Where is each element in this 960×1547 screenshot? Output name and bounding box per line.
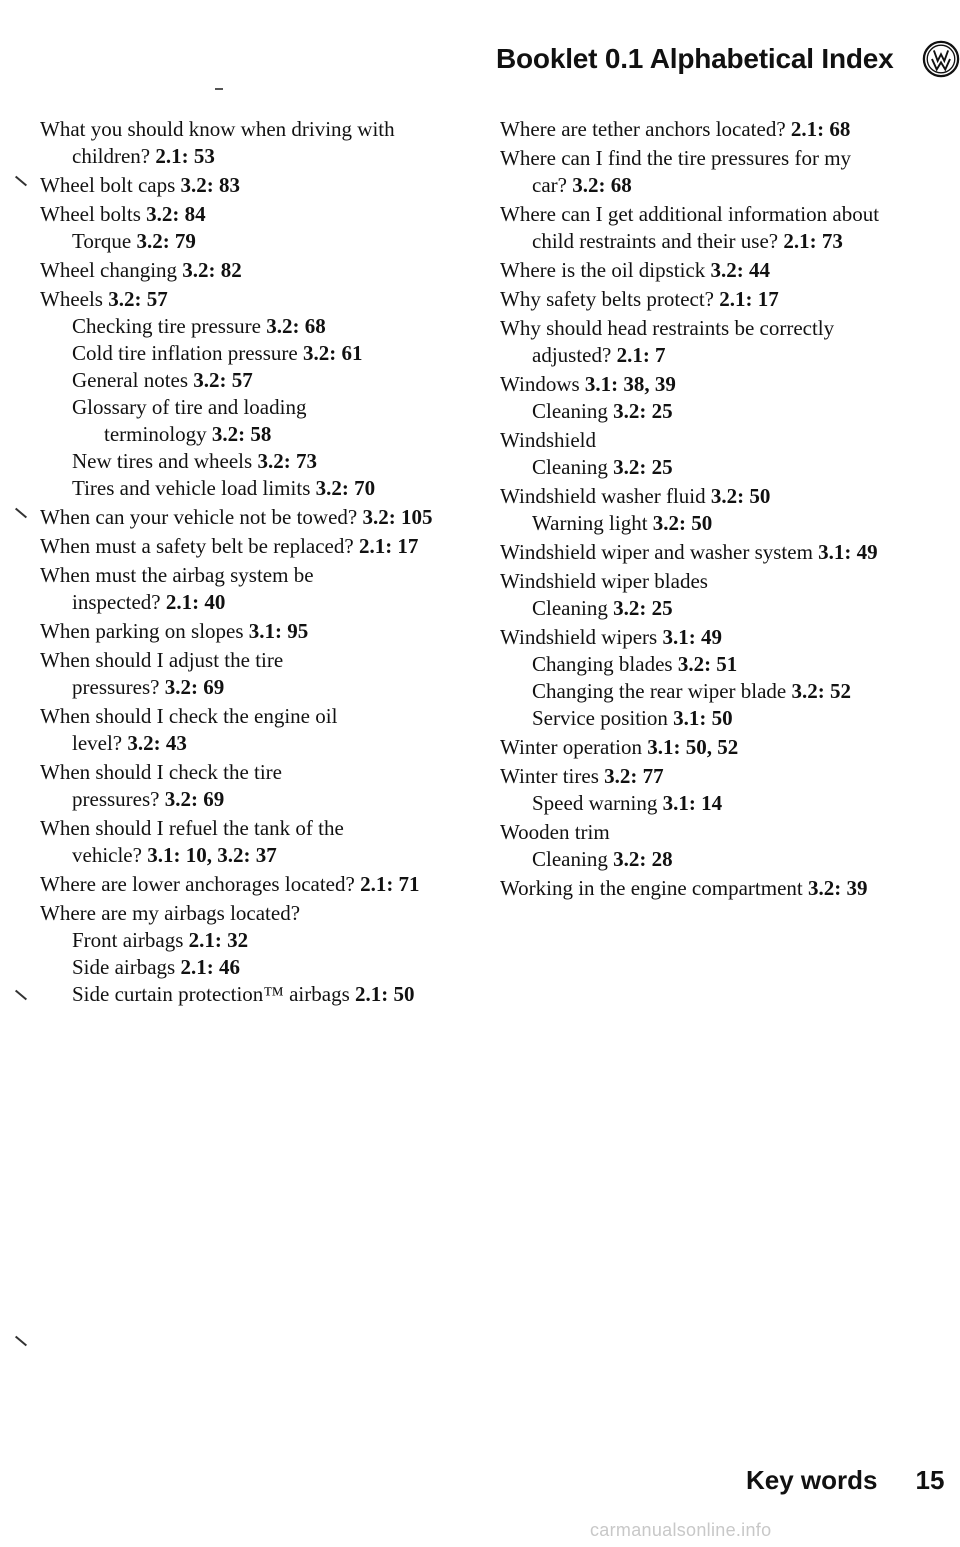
index-term <box>40 618 470 645</box>
page-reference: 3.1: 49 <box>818 540 878 564</box>
page-reference: 3.2: 68 <box>266 314 326 338</box>
margin-mark <box>15 1336 27 1347</box>
index-subterm <box>40 228 470 255</box>
index-term <box>40 647 470 674</box>
index-term-text: inspected? <box>72 590 161 614</box>
page-reference: 2.1: 68 <box>790 117 851 141</box>
index-term <box>500 819 940 846</box>
page-header <box>496 40 960 78</box>
index-term <box>40 257 470 284</box>
index-term <box>40 815 470 842</box>
index-term-text: Torque <box>72 229 132 253</box>
index-term <box>500 483 940 510</box>
index-entry <box>500 763 940 817</box>
index-term-text: When should I check the tire <box>40 760 282 784</box>
page-reference: 3.2: 83 <box>180 173 241 197</box>
index-term-text: Wheel bolts <box>40 202 141 226</box>
index-term <box>40 172 470 199</box>
index-entry <box>500 568 940 622</box>
page-reference: 3.2: 79 <box>136 229 196 253</box>
page-reference: 2.1: 71 <box>360 872 420 896</box>
index-term-text: When parking on slopes <box>40 619 244 643</box>
page-reference: 2.1: 50 <box>355 982 415 1006</box>
index-term-text: Glossary of tire and loading <box>72 395 307 419</box>
index-entry <box>500 539 940 566</box>
page-reference: 3.1: 50 <box>673 706 733 730</box>
index-term-text: When should I adjust the tire <box>40 648 284 672</box>
page-reference: 3.1: 38, 39 <box>584 372 676 396</box>
index-term <box>500 875 940 902</box>
page-reference: 3.2: 39 <box>807 876 868 900</box>
page-reference: 3.1: 49 <box>662 625 722 649</box>
page-reference: 2.1: 32 <box>188 928 249 952</box>
index-subterm <box>500 595 940 622</box>
page-reference: 3.2: 57 <box>108 287 168 311</box>
page-footer <box>746 1465 944 1496</box>
index-term <box>500 315 940 342</box>
index-entry <box>40 871 470 898</box>
index-term-text: Where is the oil dipstick <box>500 258 706 282</box>
page-reference: 3.2: 70 <box>315 476 376 500</box>
vw-logo-icon <box>922 40 960 78</box>
index-term-text: vehicle? <box>72 843 142 867</box>
index-term <box>40 562 470 589</box>
page-reference: 3.1: 10, 3.2: 37 <box>147 843 277 867</box>
index-term-text: child restraints and their use? <box>532 229 779 253</box>
index-subterm <box>500 846 940 873</box>
index-entry <box>500 875 940 902</box>
page-reference: 2.1: 17 <box>358 534 419 558</box>
index-entry <box>500 819 940 873</box>
index-term <box>40 201 470 228</box>
index-subterm <box>500 228 940 255</box>
page-reference: 3.2: 43 <box>127 731 187 755</box>
page-title: Booklet 0.1 Alphabetical Index <box>496 43 894 74</box>
page-reference: 3.2: 69 <box>164 675 225 699</box>
index-term-text: Warning light <box>532 511 648 535</box>
page-reference: 2.1: 73 <box>783 229 843 253</box>
index-entry <box>500 371 940 425</box>
index-term <box>500 257 940 284</box>
index-term-text: Cleaning <box>532 847 608 871</box>
index-term-text: Speed warning <box>532 791 658 815</box>
page-reference: 3.2: 44 <box>710 258 771 282</box>
index-entry <box>40 647 470 701</box>
index-term-text: Wheels <box>40 287 103 311</box>
index-term <box>40 533 470 560</box>
index-term <box>500 568 940 595</box>
index-term-text: Where can I find the tire pressures for my <box>500 146 852 170</box>
index-term <box>500 116 940 143</box>
index-subterm <box>40 143 470 170</box>
index-term <box>500 201 940 228</box>
index-term-text: When can your vehicle not be towed? <box>40 505 358 529</box>
page-reference: 2.1: 46 <box>180 955 240 979</box>
index-subterm <box>500 398 940 425</box>
index-term-text: Windshield wipers <box>500 625 658 649</box>
index-subterm <box>500 651 940 678</box>
index-term <box>40 703 470 730</box>
page-reference: 3.2: 58 <box>211 422 272 446</box>
index-term-text: Side curtain protection™ airbags <box>72 982 350 1006</box>
index-term-text: Why safety belts protect? <box>500 287 714 311</box>
index-term <box>500 734 940 761</box>
index-term-text: Wheel bolt caps <box>40 173 176 197</box>
page-reference: 2.1: 40 <box>165 590 226 614</box>
index-subterm <box>40 786 470 813</box>
page-reference: 3.2: 77 <box>604 764 664 788</box>
page-reference: 3.2: 82 <box>182 258 242 282</box>
index-term-text: Cleaning <box>532 399 608 423</box>
page-reference: 3.2: 105 <box>362 505 433 529</box>
index-entry <box>500 257 940 284</box>
page-reference: 3.2: 73 <box>257 449 317 473</box>
index-term <box>500 145 940 172</box>
index-term-text: When should I check the engine oil <box>40 704 338 728</box>
index-entry <box>500 483 940 537</box>
index-term-text: Winter tires <box>500 764 599 788</box>
index-entry <box>40 116 470 170</box>
page-reference: 3.2: 84 <box>146 202 206 226</box>
index-term-text: terminology <box>104 422 207 446</box>
page-reference: 2.1: 17 <box>719 287 779 311</box>
page-reference: 3.2: 51 <box>677 652 738 676</box>
index-term-text: Service position <box>532 706 668 730</box>
index-subterm <box>40 981 470 1008</box>
index-subterm <box>40 674 470 701</box>
index-subterm <box>40 421 470 448</box>
index-entry <box>40 286 470 502</box>
index-term-text: pressures? <box>72 675 160 699</box>
index-entry <box>500 201 940 255</box>
index-entry <box>40 562 470 616</box>
index-term <box>500 539 940 566</box>
margin-mark <box>15 508 27 519</box>
page-reference: 3.1: 95 <box>248 619 309 643</box>
index-term-text: Windows <box>500 372 580 396</box>
index-subterm <box>40 475 470 502</box>
watermark: carmanualsonline.info <box>590 1520 772 1540</box>
index-subterm <box>40 394 470 421</box>
index-term-text: pressures? <box>72 787 160 811</box>
index-subterm <box>40 448 470 475</box>
margin-mark <box>15 990 27 1001</box>
index-term-text: Tires and vehicle load limits <box>72 476 311 500</box>
index-term-text: Where can I get additional information about <box>500 202 880 226</box>
footer-section-label: Key words <box>746 1465 878 1495</box>
index-term-text: adjusted? <box>532 343 612 367</box>
index-entry <box>40 172 470 199</box>
index-term-text: Changing blades <box>532 652 673 676</box>
index-entry <box>500 315 940 369</box>
page-reference: 3.2: 57 <box>193 368 253 392</box>
page-reference: 3.2: 52 <box>791 679 851 703</box>
index-term-text: Windshield <box>500 428 596 452</box>
index-subterm <box>500 172 940 199</box>
index-column-left <box>40 116 470 1008</box>
page-reference: 3.2: 25 <box>613 455 673 479</box>
page-reference: 3.2: 69 <box>164 787 225 811</box>
page-reference: 2.1: 7 <box>616 343 666 367</box>
index-term-text: Cold tire inflation pressure <box>72 341 298 365</box>
index-term <box>40 116 470 143</box>
index-term-text: Working in the engine compartment <box>500 876 803 900</box>
index-term-text: Windshield wiper and washer system <box>500 540 813 564</box>
index-subterm <box>40 367 470 394</box>
index-term-text: What you should know when driving with <box>40 117 395 141</box>
index-term-text: When must the airbag system be <box>40 563 314 587</box>
index-subterm <box>40 589 470 616</box>
index-term-text: Checking tire pressure <box>72 314 261 338</box>
index-term-text: Where are lower anchorages located? <box>40 872 355 896</box>
index-column-right <box>500 116 940 902</box>
index-subterm <box>500 678 940 705</box>
index-term <box>40 900 470 927</box>
page-reference: 3.1: 50, 52 <box>647 735 739 759</box>
index-term-text: Winter operation <box>500 735 643 759</box>
index-entry <box>40 703 470 757</box>
index-entry <box>500 624 940 732</box>
index-entry <box>40 815 470 869</box>
page-reference: 3.2: 68 <box>572 173 632 197</box>
index-term-text: Why should head restraints be correctly <box>500 316 835 340</box>
index-term-text: Side airbags <box>72 955 176 979</box>
stray-mark <box>215 88 223 90</box>
index-term <box>40 504 470 531</box>
page-reference: 3.1: 14 <box>662 791 723 815</box>
index-term-text: Changing the rear wiper blade <box>532 679 787 703</box>
index-subterm <box>40 313 470 340</box>
index-entry <box>40 533 470 560</box>
page-reference: 3.2: 61 <box>302 341 363 365</box>
index-term <box>40 871 470 898</box>
index-term-text: Windshield washer fluid <box>500 484 706 508</box>
index-entry <box>40 759 470 813</box>
index-term <box>500 286 940 313</box>
index-term-text: Front airbags <box>72 928 184 952</box>
page-reference: 3.2: 25 <box>613 399 673 423</box>
index-subterm <box>40 927 470 954</box>
index-term-text: When must a safety belt be replaced? <box>40 534 354 558</box>
index-subterm <box>40 730 470 757</box>
index-term-text: Where are tether anchors located? <box>500 117 786 141</box>
page-reference: 3.2: 50 <box>652 511 713 535</box>
index-subterm <box>40 340 470 367</box>
margin-mark <box>15 176 27 187</box>
index-entry <box>40 900 470 1008</box>
index-entry <box>500 145 940 199</box>
index-entry <box>40 504 470 531</box>
index-term-text: Windshield wiper blades <box>500 569 708 593</box>
index-term-text: General notes <box>72 368 189 392</box>
index-subterm <box>40 954 470 981</box>
page-reference: 3.2: 28 <box>613 847 673 871</box>
index-subterm <box>500 454 940 481</box>
index-term-text: Cleaning <box>532 596 608 620</box>
page-reference: 2.1: 53 <box>155 144 215 168</box>
index-entry <box>500 734 940 761</box>
index-term <box>500 763 940 790</box>
index-subterm <box>500 705 940 732</box>
index-term-text: Wooden trim <box>500 820 610 844</box>
index-entry <box>40 201 470 255</box>
index-subterm <box>500 790 940 817</box>
index-entry <box>40 257 470 284</box>
page-number: 15 <box>915 1465 945 1495</box>
index-subterm <box>500 510 940 537</box>
index-term-text: Where are my airbags located? <box>40 901 301 925</box>
index-entry <box>500 427 940 481</box>
index-term <box>500 371 940 398</box>
index-term <box>500 624 940 651</box>
index-term-text: When should I refuel the tank of the <box>40 816 344 840</box>
page-reference: 3.2: 50 <box>710 484 771 508</box>
index-entry <box>40 618 470 645</box>
page-reference: 3.2: 25 <box>613 596 673 620</box>
index-term <box>500 427 940 454</box>
index-entry <box>500 116 940 143</box>
index-term <box>40 286 470 313</box>
index-term-text: car? <box>532 173 567 197</box>
index-term-text: level? <box>72 731 123 755</box>
index-term-text: New tires and wheels <box>72 449 253 473</box>
index-term <box>40 759 470 786</box>
index-term-text: Cleaning <box>532 455 608 479</box>
index-term-text: Wheel changing <box>40 258 178 282</box>
index-entry <box>500 286 940 313</box>
index-subterm <box>500 342 940 369</box>
index-term-text: children? <box>72 144 151 168</box>
index-subterm <box>40 842 470 869</box>
